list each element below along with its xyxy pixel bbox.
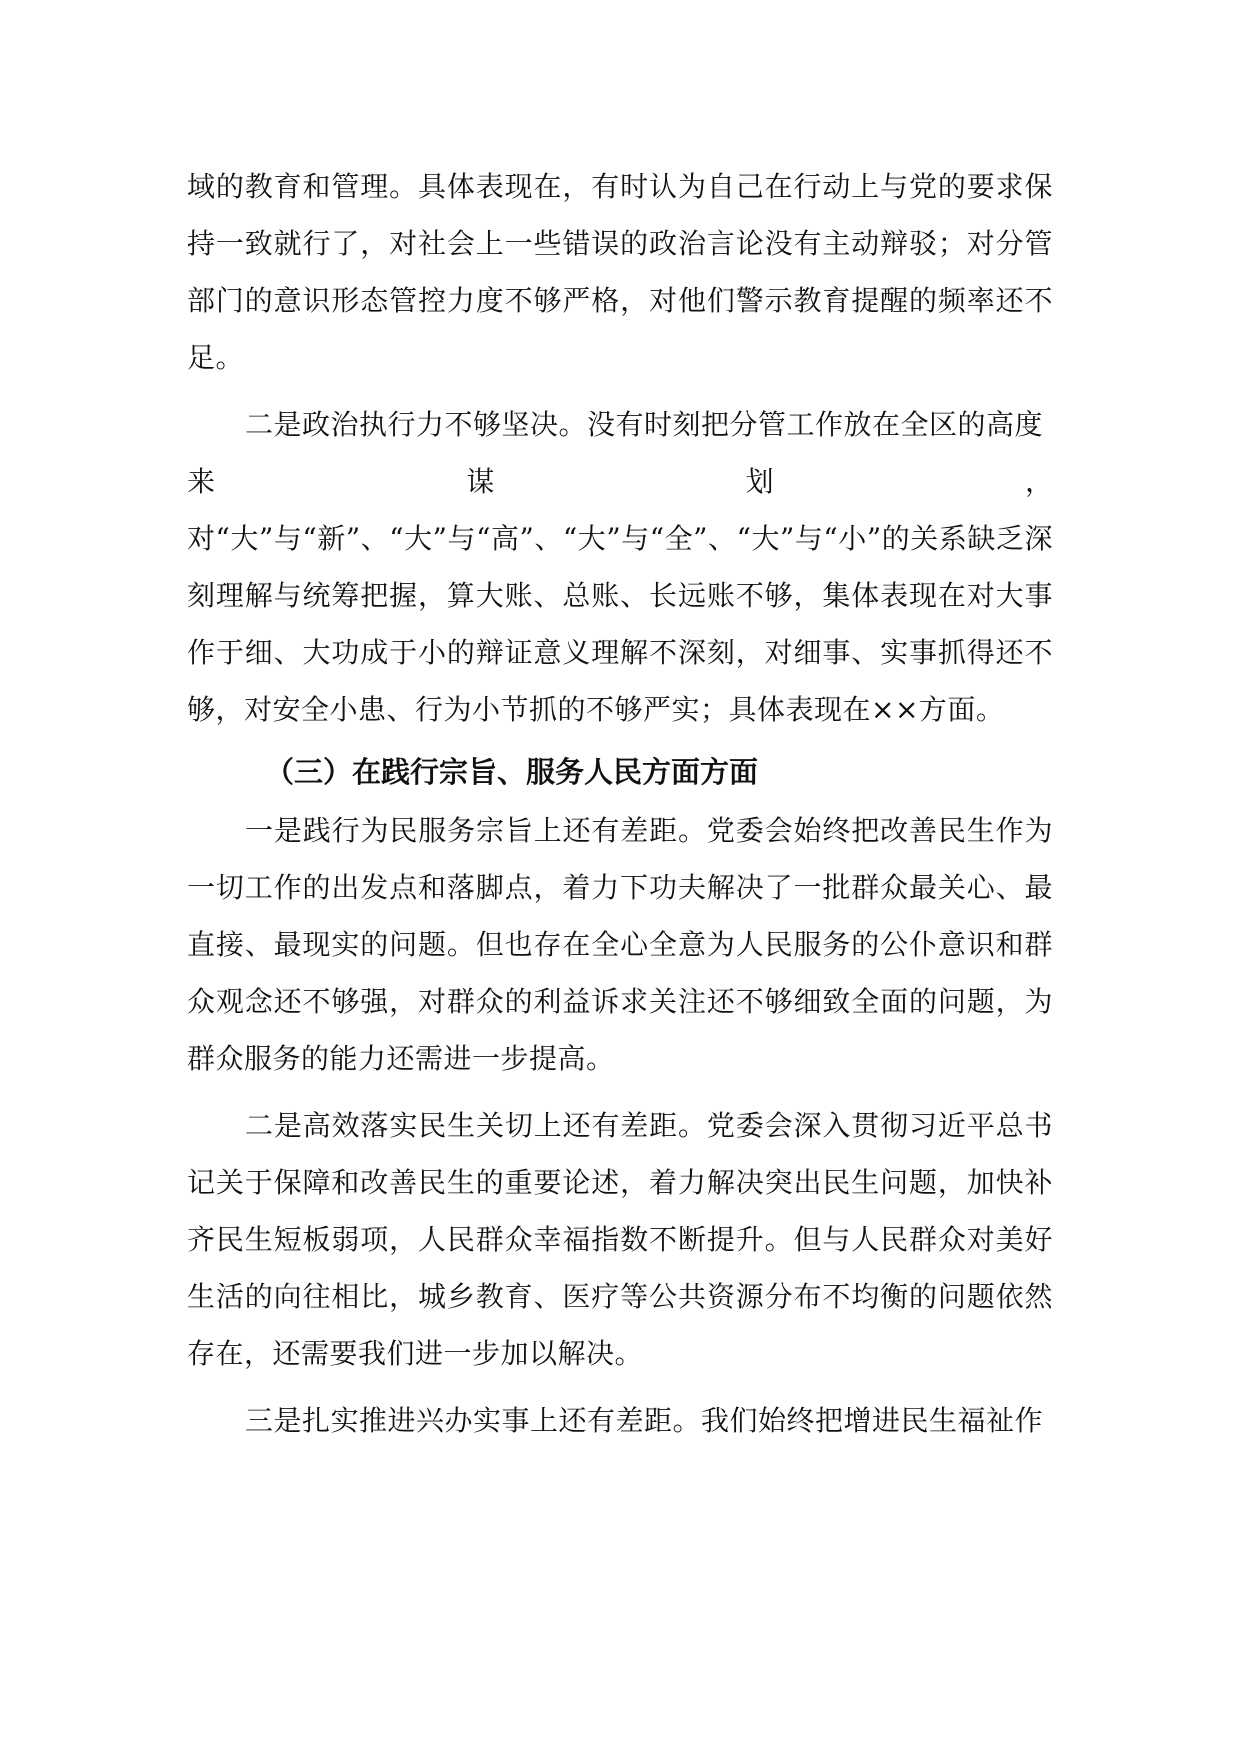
paragraph-serve-people-purpose: 一是践行为民服务宗旨上还有差距。党委会始终把改善民生作为一切工作的出发点和落脚点，着力下功夫解决了一批群众最关心、最直接、最现实的问题。但也存在全心全意为人民服务的公仆意识和群众观念还不够强，对群众的利益诉求关注还不够细致全面的问题，为群众服务的能力还需进一步提高。 — [187, 814, 1053, 1075]
spread-char: ， — [1024, 465, 1053, 498]
section-heading-3: （三）在践行宗旨、服务人民方面方面 — [265, 755, 759, 789]
paragraph-political-execution-rest: 对“大”与“新”、“大”与“高”、“大”与“全”、“大”与“小”的关系缺乏深刻理解与统筹把握，算大账、总账、长远账不够，集体表现在对大事作于细、大功成于小的辩证意义理解不深刻，对细事、实事抓得还不够，对安全小患、行为小节抓的不够严实；具体表现在××方面。 — [187, 522, 1053, 726]
spread-char: 谋 — [466, 465, 495, 498]
paragraph-ideology-education: 域的教育和管理。具体表现在，有时认为自己在行动上与党的要求保持一致就行了，对社会上一些错误的政治言论没有主动辩驳；对分管部门的意识形态管控力度不够严格，对他们警示教育提醒的频率还不足。 — [187, 170, 1053, 374]
document-body — [187, 158, 1053, 1449]
spread-char: 划 — [745, 465, 774, 498]
spread-char: 来 — [187, 465, 216, 498]
paragraph-livelihood-concerns: 二是高效落实民生关切上还有差距。党委会深入贯彻习近平总书记关于保障和改善民生的重要论述，着力解决突出民生问题，加快补齐民生短板弱项，人民群众幸福指数不断提升。但与人民群众对美好生活的向往相比，城乡教育、医疗等公共资源分布不均衡的问题依然存在，还需要我们进一步加以解决。 — [187, 1109, 1053, 1370]
spread-line — [187, 453, 1053, 510]
paragraph-practical-matters: 三是扎实推进兴办实事上还有差距。我们始终把增进民生福祉作 — [245, 1404, 1044, 1437]
paragraph-political-execution-line1: 二是政治执行力不够坚决。没有时刻把分管工作放在全区的高度 — [245, 408, 1044, 441]
